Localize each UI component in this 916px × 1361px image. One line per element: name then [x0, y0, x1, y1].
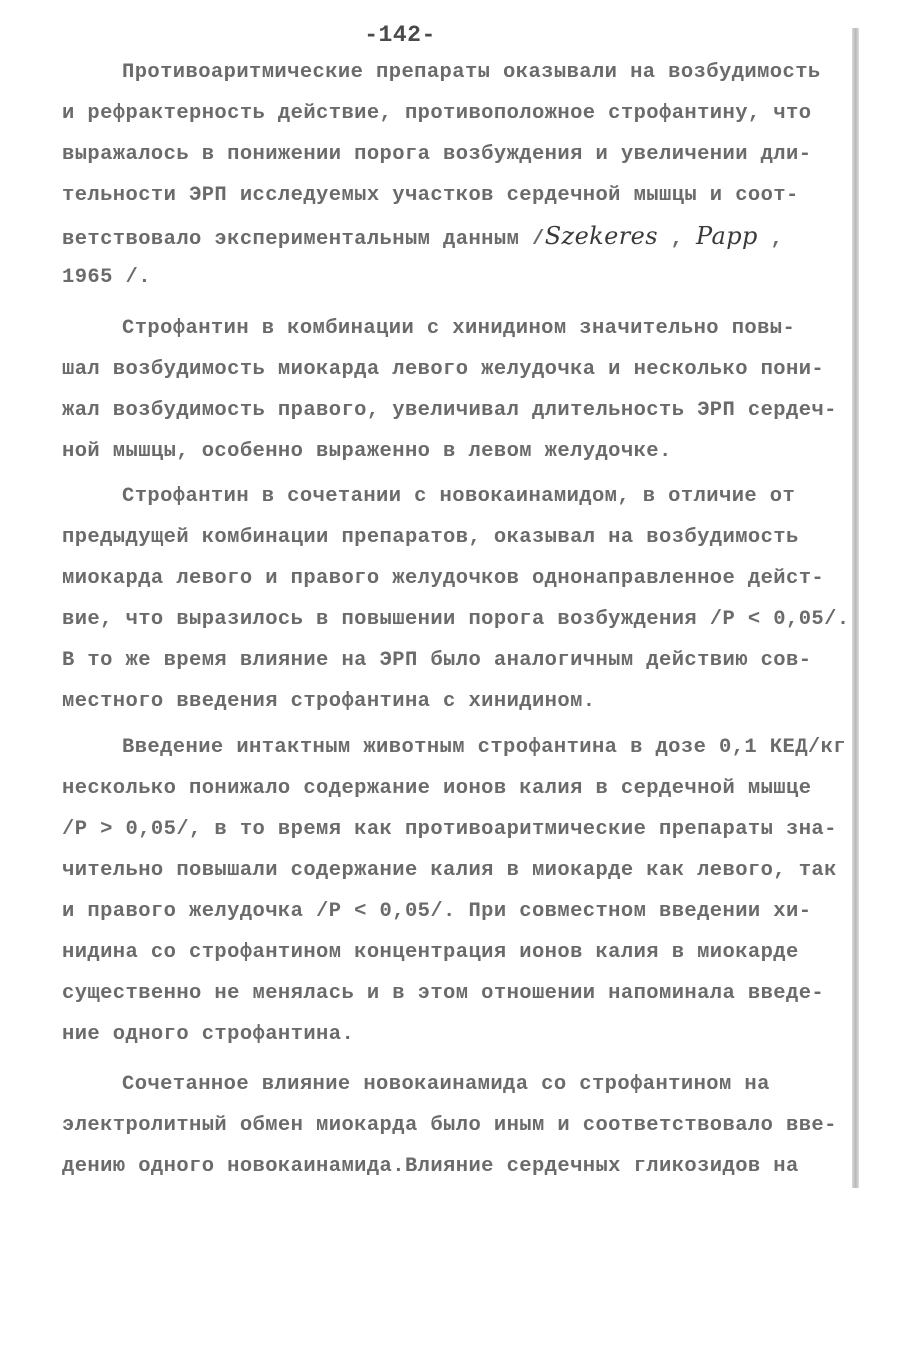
text-line: Противоаритмические препараты оказывали на возбудимость	[122, 61, 821, 84]
text-line: миокарда левого и правого желудочков однонаправленное дейст-	[62, 567, 825, 590]
paragraph-4	[62, 727, 862, 1055]
citation-separator: ,	[657, 228, 697, 251]
text-line: местного введения строфантина с хинидином.	[62, 690, 596, 713]
text-line: /Р > 0,05/, в то время как противоаритмические препараты зна-	[62, 818, 837, 841]
text-line: Введение интактным животным строфантина в дозе 0,1 КЕД/кг	[122, 736, 847, 759]
text-line: и рефрактерность действие, противоположное строфантину, что	[62, 102, 812, 125]
citation-tail: ,	[757, 228, 784, 251]
text-line: нидина со строфантином концентрация ионов калия в миокарде	[62, 941, 799, 964]
text-line: несколько понижало содержание ионов калия в сердечной мышце	[62, 777, 812, 800]
text-line: В то же время влияние на ЭРП было аналогичным действию сов-	[62, 649, 812, 672]
paragraph-5	[62, 1064, 862, 1187]
text-line: дению одного новокаинамида.Влияние сердечных гликозидов на	[62, 1155, 799, 1178]
text-line: Строфантин в комбинации с хинидином значительно повы-	[122, 317, 796, 340]
text-line: Сочетанное влияние новокаинамида со строфантином на	[122, 1073, 770, 1096]
text-line: Строфантин в сочетании с новокаинамидом, в отличие от	[122, 485, 796, 508]
handwritten-author-szekeres: Szekeres	[544, 222, 658, 250]
text-line: ние одного строфантина.	[62, 1023, 355, 1046]
text-line: выражалось в понижении порога возбуждения и увеличении дли-	[62, 143, 812, 166]
text-line: тельности ЭРП исследуемых участков сердечной мышцы и соот-	[62, 184, 799, 207]
text-line: чительно повышали содержание калия в миокарде как левого, так	[62, 859, 837, 882]
handwritten-author-papp: Papp	[696, 222, 758, 250]
text-line: вие, что выразилось в повышении порога возбуждения /Р < 0,05/.	[62, 608, 850, 631]
text-line: ной мышцы, особенно выраженно в левом желудочке.	[62, 440, 672, 463]
text-line-with-citation	[62, 216, 862, 257]
paragraph-3	[62, 476, 862, 722]
text-line: предыдущей комбинации препаратов, оказывал на возбудимость	[62, 526, 799, 549]
paragraph-2	[62, 308, 862, 472]
text-line: 1965 /.	[62, 266, 151, 289]
paragraph-1	[62, 52, 862, 298]
text-line: жал возбудимость правого, увеличивал длительность ЭРП сердеч-	[62, 399, 837, 422]
text-line: электролитный обмен миокарда было иным и соответствовало вве-	[62, 1114, 837, 1137]
page-number: -142-	[364, 22, 436, 48]
text-line: существенно не менялась и в этом отношении напоминала введе-	[62, 982, 825, 1005]
text-line: шал возбудимость миокарда левого желудочка и несколько пони-	[62, 358, 825, 381]
text-line: и правого желудочка /Р < 0,05/. При совместном введении хи-	[62, 900, 812, 923]
text-line-start: ветствовало экспериментальным данным /	[62, 228, 545, 251]
